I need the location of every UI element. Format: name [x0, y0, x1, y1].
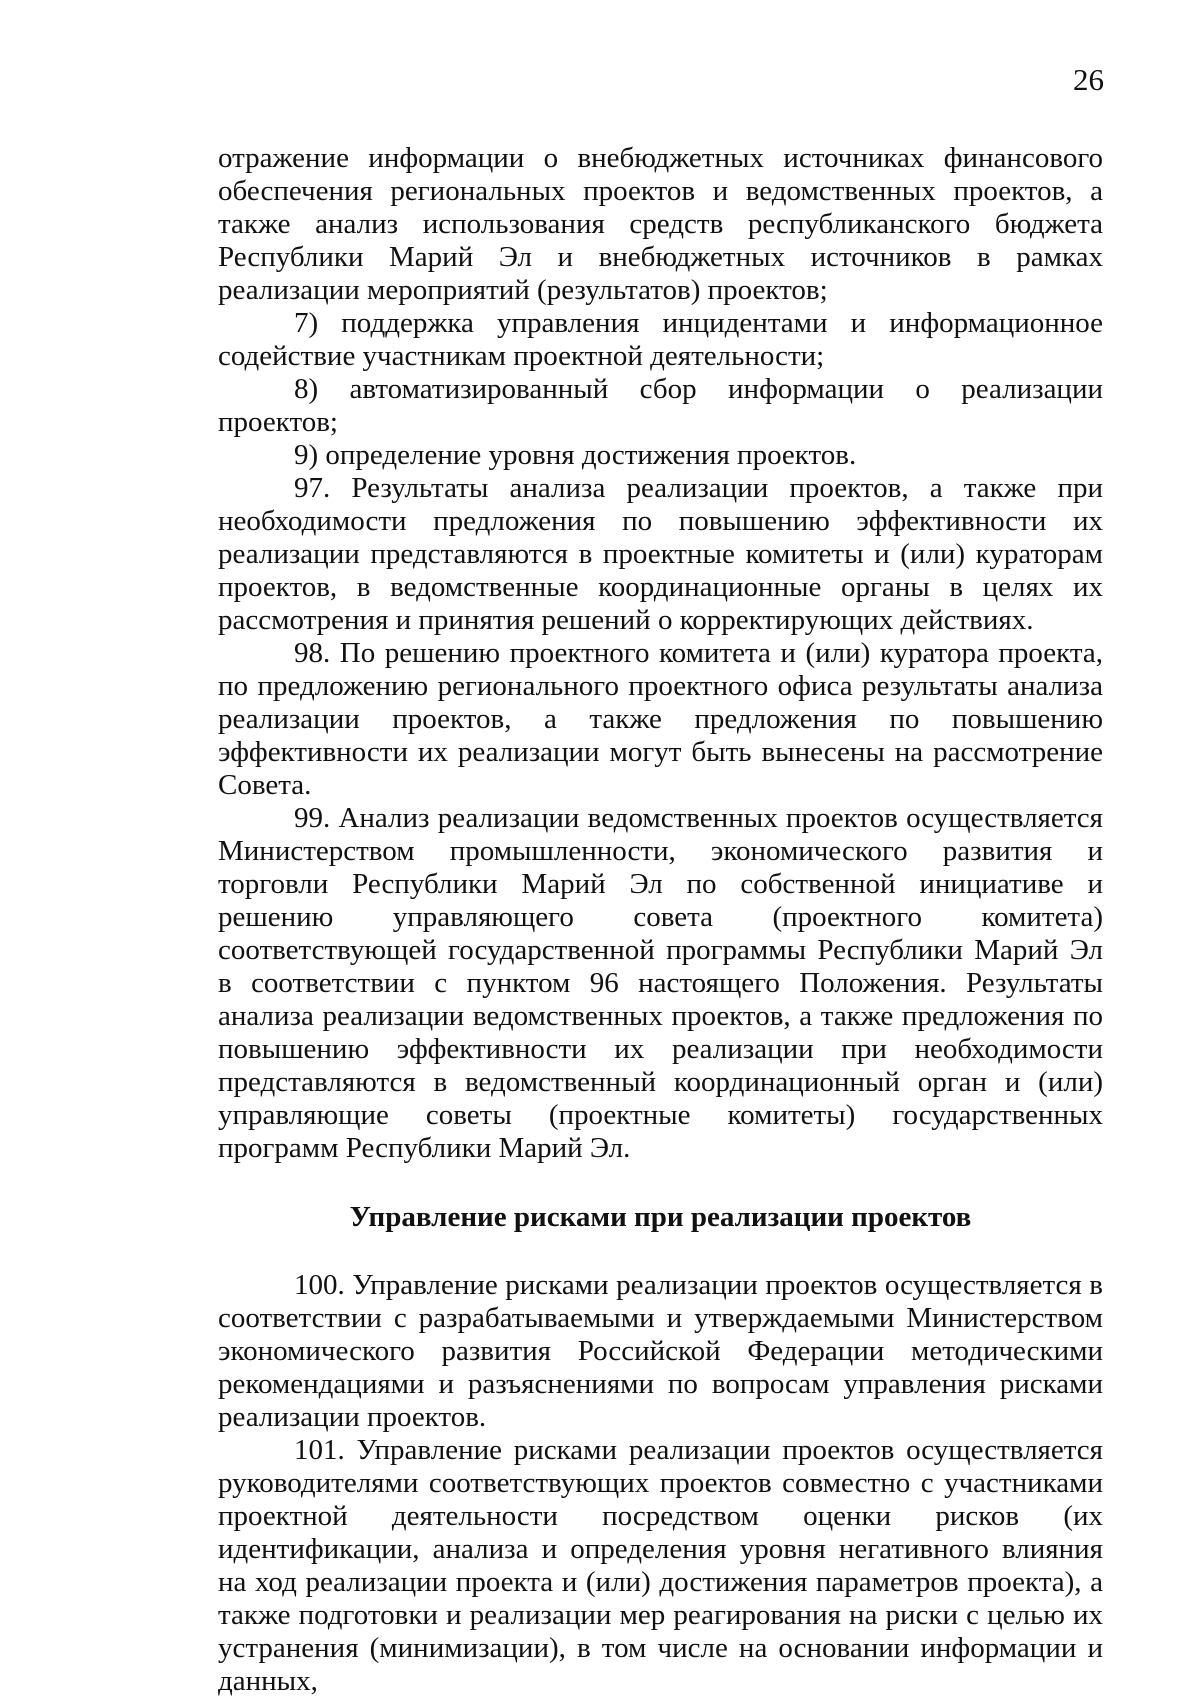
- list-item-7: 7) поддержка управления инцидентами и информационное содействие участникам проектной деятельности;: [218, 307, 1103, 372]
- section-heading: Управление рисками при реализации проектов: [349, 1201, 972, 1233]
- list-item-9: 9) определение уровня достижения проектов.: [294, 439, 857, 471]
- list-item-8: 8) автоматизированный сбор информации о реализации проектов;: [218, 373, 1103, 438]
- paragraph-continuation: отражение информации о внебюджетных источниках финансового обеспечения региональных проектов и ведомственных проектов, а также анализ использования средств республиканского бюджета Республики Марий Эл и внебюджетных источников в рамках реализации мероприятий (результатов) проектов;: [218, 142, 1103, 306]
- document-body: [218, 142, 1103, 1698]
- paragraph-101: 101. Управление рисками реализации проектов осуществляется руководителями соответствующих проектов совместно с участниками проектной деятельности посредством оценки рисков (их идентификации, анализа и определения уровня негативного влияния на ход реализации проекта и (или) достижения параметров проекта), а также подготовки и реализации мер реагирования на риски с целью их устранения (минимизации), в том числе на основании информации и данных,: [218, 1434, 1103, 1697]
- paragraph-98: 98. По решению проектного комитета и (или) куратора проекта, по предложению регионального проектного офиса результаты анализа реализации проектов, а также предложения по повышению эффективности их реализации могут быть вынесены на рассмотрение Совета.: [218, 637, 1103, 801]
- paragraph-100: 100. Управление рисками реализации проектов осуществляется в соответствии с разрабатываемыми и утверждаемыми Министерством экономического развития Российской Федерации методическими рекомендациями и разъяснениями по вопросам управления рисками реализации проектов.: [218, 1269, 1103, 1433]
- paragraph-99: 99. Анализ реализации ведомственных проектов осуществляется Министерством промышленности, экономического развития и торговли Республики Марий Эл по собственной инициативе и решению управляющего совета (проектного комитета) соответствующей государственной программы Республики Марий Эл в соответствии с пунктом 96 настоящего Положения. Результаты анализа реализации ведомственных проектов, а также предложения по повышению эффективности их реализации при необходимости представляются в ведомственный координационный орган и (или) управляющие советы (проектные комитеты) государственных программ Республики Марий Эл.: [218, 802, 1103, 1164]
- page-number: 26: [1073, 62, 1104, 97]
- paragraph-97: 97. Результаты анализа реализации проектов, а также при необходимости предложения по повышению эффективности их реализации представляются в проектные комитеты и (или) кураторам проектов, в ведомственные координационные органы в целях их рассмотрения и принятия решений о корректирующих действиях.: [218, 472, 1103, 636]
